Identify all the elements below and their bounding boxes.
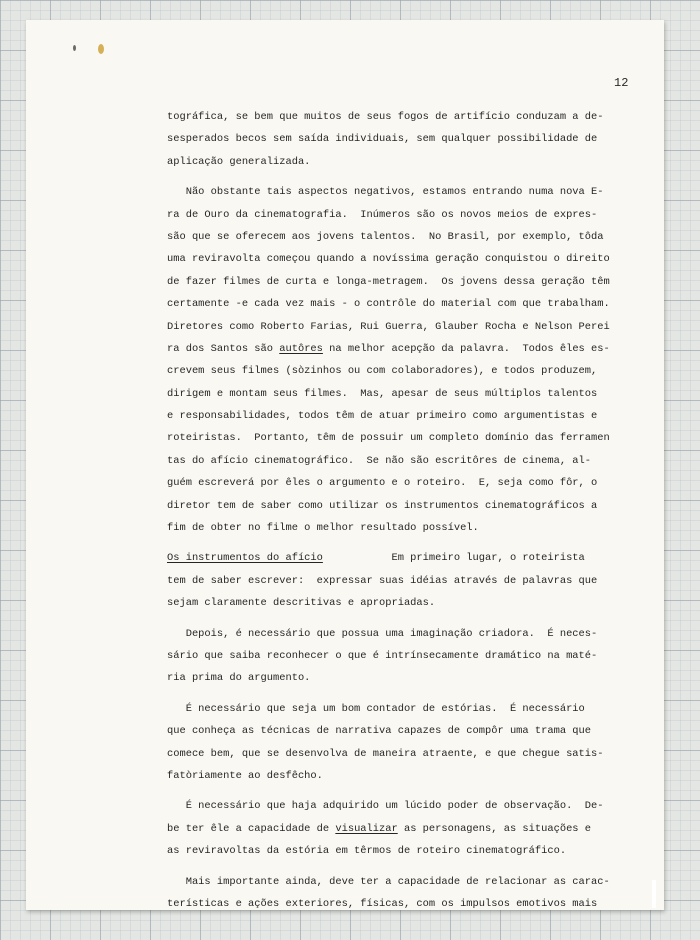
text-line-rest: Em primeiro lugar, o roteirista [322,552,585,565]
text-line [167,547,622,569]
paragraph [167,795,622,862]
paragraph [167,623,622,690]
text-line: crevem seus filmes (sòzinhos ou com colaboradores), e todos produzem, [167,365,598,378]
pencil-mark [73,45,76,51]
paragraph [167,698,622,788]
text-line: be ter êle a capacidade de visualizar as personagens, as situações e [167,822,592,835]
paragraph [167,547,622,614]
text-line: as reviravoltas da estória em têrmos de roteiro cinematográfico. [167,845,567,858]
text-line: fim de obter no filme o melhor resultado possível. [167,522,479,535]
text-line: Não obstante tais aspectos negativos, estamos entrando numa nova E- [167,186,604,199]
underlined-word: autôres [279,342,323,355]
paragraph [167,106,622,173]
paragraph [167,871,622,911]
text-line: que conheça as técnicas de narrativa capazes de compôr uma trama que [167,725,592,738]
text-line: ra de Ouro da cinematografia. Inúmeros são os novos meios de expres- [167,208,598,221]
paper-crease [652,880,656,908]
text-line: tem de saber escrever: expressar suas idéias através de palavras que [167,574,598,587]
text-line: uma reviravolta começou quando a novíssima geração conquistou o direito [167,253,610,266]
text-line: Mais importante ainda, deve ter a capacidade de relacionar as carac- [167,875,610,888]
text-line: roteiristas. Portanto, têm de possuir um completo domínio das ferramen [167,432,610,445]
paragraph-gap [167,690,622,698]
text-line: Depois, é necessário que possua uma imaginação criadora. É neces- [167,627,598,640]
text-line: são que se oferecem aos jovens talentos. No Brasil, por exemplo, tôda [167,230,604,243]
text-line: sário que saiba reconhecer o que é intrínsecamente dramático na maté- [167,649,598,662]
paragraph [167,181,622,539]
page-number: 12 [614,76,629,90]
paragraph-gap [167,173,622,181]
body-text [167,106,622,910]
paragraph-gap [167,539,622,547]
underlined-word: visualizar [335,822,398,835]
text-line: fatòriamente ao desfêcho. [167,769,323,782]
text-line: tográfica, se bem que muitos de seus fogos de artifício conduzam a de- [167,111,604,123]
text-line: comece bem, que se desenvolva de maneira atraente, e que chegue satis- [167,747,604,760]
text-line: de fazer filmes de curta e longa-metragem. Os jovens dessa geração têm [167,275,610,288]
tape-stain [98,44,104,54]
text-line: sejam claramente descritivas e apropriadas. [167,597,436,610]
text-line: ria prima do argumento. [167,672,311,685]
text-line: diretor tem de saber como utilizar os instrumentos cinematográficos a [167,499,598,512]
text-line: É necessário que haja adquirido um lúcido poder de observação. De- [167,800,604,813]
text-line: aplicação generalizada. [167,155,311,168]
typewritten-page [26,20,664,910]
text-line: É necessário que seja um bom contador de estórias. É necessário [167,702,585,715]
text-line: dirigem e montam seus filmes. Mas, apesar de seus múltiplos talentos [167,387,598,400]
text-line: ra dos Santos são autôres na melhor acepção da palavra. Todos êles es- [167,342,610,355]
section-heading: Os instrumentos do afício [167,552,323,565]
paragraph-gap [167,863,622,871]
text-line: tas do afício cinematográfico. Se não são escritôres de cinema, al- [167,454,592,467]
text-line: terísticas e ações exteriores, físicas, com os impulsos emotivos mais [167,897,598,910]
text-line: e responsabilidades, todos têm de atuar primeiro como argumentistas e [167,410,598,423]
paragraph-gap [167,615,622,623]
text-line: guém escreverá por êles o argumento e o roteiro. E, seja como fôr, o [167,477,598,490]
text-line: certamente -e cada vez mais - o contrôle do material com que trabalham. [167,298,610,311]
text-line: Diretores como Roberto Farias, Rui Guerra, Glauber Rocha e Nelson Perei [167,320,610,333]
text-line: sesperados becos sem saída individuais, sem qualquer possibilidade de [167,133,598,146]
paragraph-gap [167,787,622,795]
